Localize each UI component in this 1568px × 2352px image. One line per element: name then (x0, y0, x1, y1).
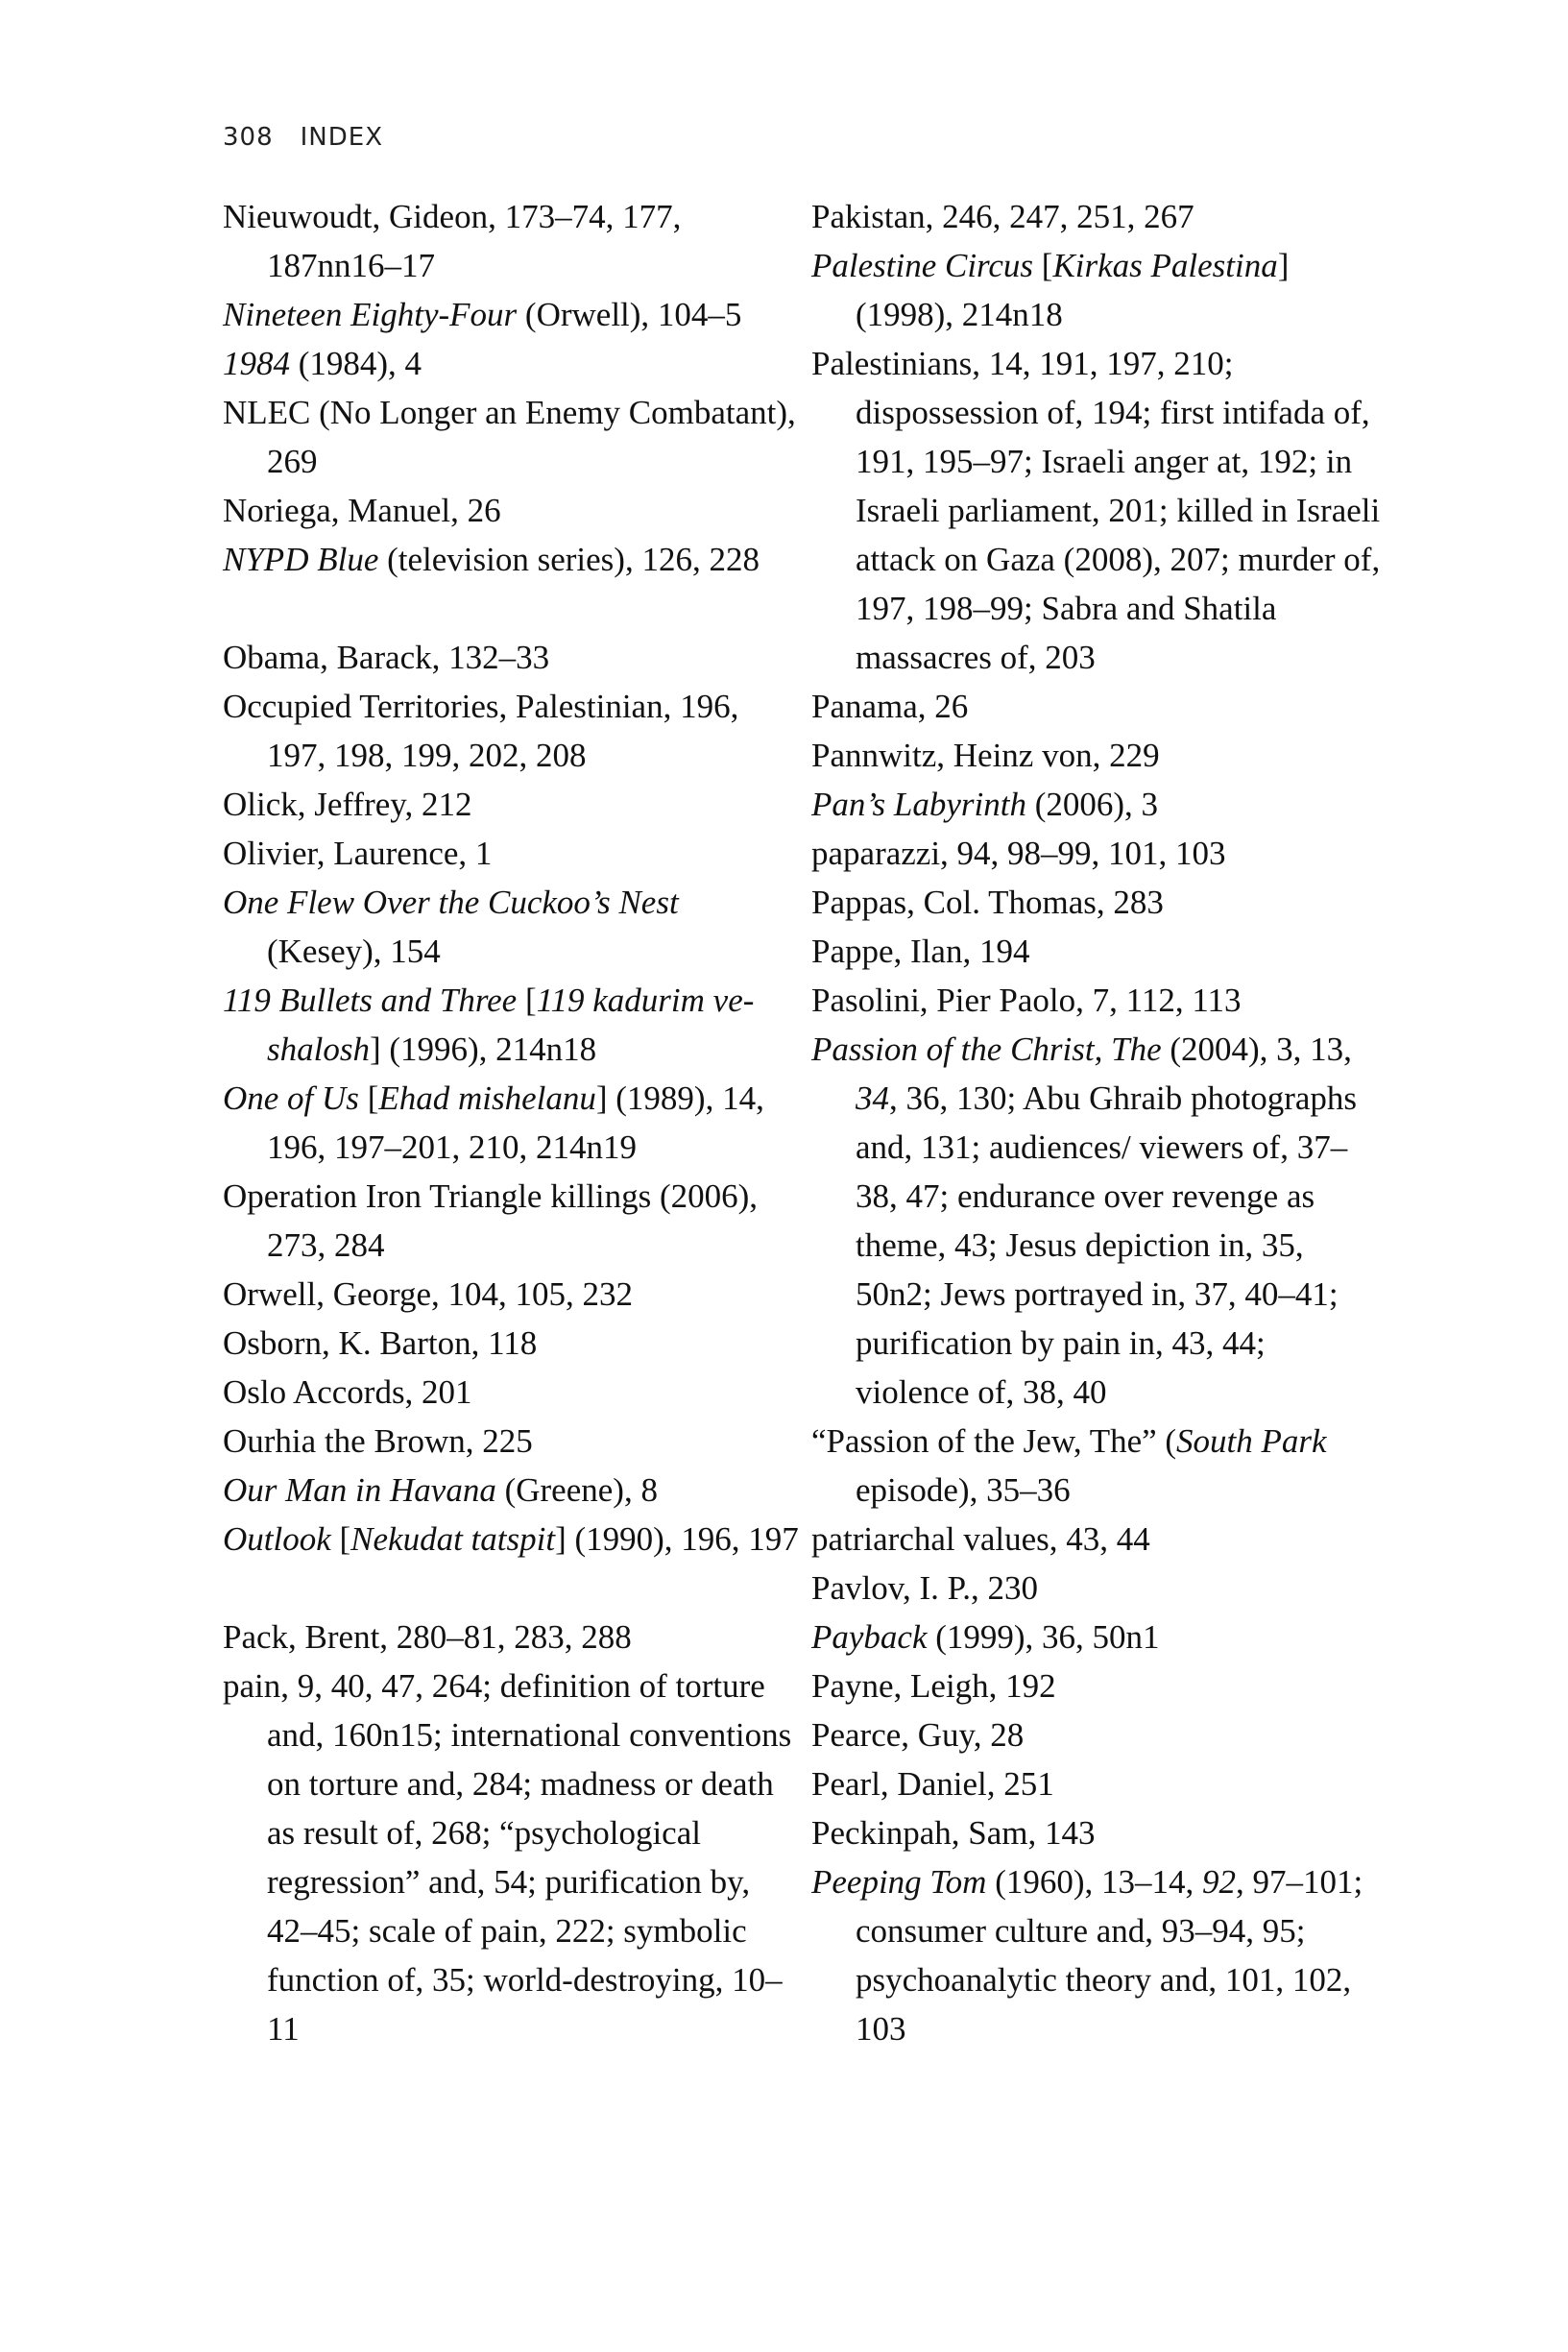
italic-title: One of Us (223, 1079, 359, 1117)
italic-title: Our Man in Havana (223, 1471, 496, 1509)
index-entry (223, 1417, 799, 1466)
entry-text: Obama, Barack, 132–33 (223, 639, 550, 676)
italic-title: NYPD Blue (223, 541, 379, 578)
entry-text: [ (358, 1079, 379, 1117)
entry-text: Payne, Leigh, 192 (811, 1667, 1056, 1705)
entry-text: Osborn, K. Barton, 118 (223, 1324, 538, 1362)
index-entry (223, 339, 799, 388)
italic-title: 1984 (223, 345, 290, 382)
entry-text: pain, 9, 40, 47, 264; definition of torture and, 160n15; international conventions on torture and, 284; madness or death as result of, 268; “psychological regression” and, 54; purification by, 42–45; scale of pain, 222; symbolic function of, 35; world-destroying, 10–11 (223, 1667, 792, 2048)
index-column-left (223, 192, 799, 2053)
italic-title: 34 (856, 1079, 889, 1117)
index-entry (811, 192, 1387, 241)
entry-text: Olick, Jeffrey, 212 (223, 786, 472, 823)
entry-text: ] (1990), 196, 197 (555, 1520, 799, 1558)
entry-text: [ (330, 1520, 351, 1558)
index-entry (223, 1074, 799, 1172)
entry-text: Pack, Brent, 280–81, 283, 288 (223, 1618, 632, 1656)
entry-text: Oslo Accords, 201 (223, 1373, 472, 1411)
index-entry (811, 1417, 1387, 1515)
entry-text: (1999), 36, 50n1 (927, 1618, 1160, 1656)
entry-text: (2006), 3 (1025, 786, 1159, 823)
entry-text: Occupied Territories, Palestinian, 196, 197, 198, 199, 202, 208 (223, 688, 739, 774)
running-head (223, 123, 383, 152)
index-entry (811, 1661, 1387, 1710)
index-entry (223, 1515, 799, 1564)
entry-text: (1984), 4 (290, 345, 422, 382)
entry-text: Panama, 26 (811, 688, 969, 725)
italic-title: Payback (811, 1618, 928, 1656)
italic-title: South Park (1176, 1422, 1327, 1460)
index-entry (811, 1710, 1387, 1759)
index-entry (811, 1564, 1387, 1612)
index-entry (811, 780, 1387, 829)
entry-text: Pearce, Guy, 28 (811, 1716, 1025, 1754)
italic-title: Palestine Circus (811, 247, 1034, 284)
entry-text: Pavlov, I. P., 230 (811, 1569, 1038, 1607)
entry-text: Pearl, Daniel, 251 (811, 1765, 1054, 1803)
index-entry (223, 829, 799, 878)
entry-text: Pappas, Col. Thomas, 283 (811, 884, 1164, 921)
index-entry (223, 1172, 799, 1270)
index-entry (223, 1368, 799, 1417)
index-entry (223, 1466, 799, 1515)
index-entry (223, 388, 799, 486)
index-entry (811, 927, 1387, 976)
index-entry (811, 1515, 1387, 1564)
index-entry (811, 1857, 1387, 2053)
entry-text: ] (1996), 214n18 (369, 1031, 597, 1068)
italic-title: Peeping Tom (811, 1863, 987, 1901)
index-entry (811, 241, 1387, 339)
index-entry (223, 976, 799, 1074)
index-entry (811, 1025, 1387, 1417)
entry-text: , 36, 130; Abu Ghraib photographs and, 131; audiences/ viewers of, 37–38, 47; endurance over revenge as theme, 43; Jesus depiction in, 35, 50n2; Jews portrayed in, 37, 40–41; purification by pain in, 43, 44; violence of, 38, 40 (856, 1079, 1358, 1411)
index-entry (811, 1759, 1387, 1808)
italic-title: Nineteen Eighty-Four (223, 296, 518, 333)
entry-text: episode), 35–36 (856, 1471, 1071, 1509)
italic-title: Outlook (223, 1520, 331, 1558)
entry-text: “Passion of the Jew, The” ( (811, 1422, 1177, 1460)
index-entry (811, 682, 1387, 731)
index-entry (811, 976, 1387, 1025)
entry-text: Operation Iron Triangle killings (2006), 273, 284 (223, 1177, 759, 1264)
index-entry (223, 1661, 799, 2053)
entry-text: ] (1989), 14, 196, 197–201, 210, 214n19 (267, 1079, 764, 1166)
entry-text: paparazzi, 94, 98–99, 101, 103 (811, 835, 1226, 872)
index-entry (811, 1612, 1387, 1661)
index-entry (223, 1270, 799, 1319)
page-number: 308 (223, 123, 274, 152)
entry-text: Orwell, George, 104, 105, 232 (223, 1275, 634, 1313)
index-entry (223, 633, 799, 682)
entry-text: patriarchal values, 43, 44 (811, 1520, 1150, 1558)
entry-text: Ourhia the Brown, 225 (223, 1422, 533, 1460)
entry-text: (1960), 13–14, (986, 1863, 1203, 1901)
section-title: INDEX (300, 123, 384, 152)
italic-title: Pan’s Labyrinth (811, 786, 1026, 823)
entry-text: [ (517, 982, 537, 1019)
entry-text: Pannwitz, Heinz von, 229 (811, 737, 1160, 774)
entry-text: Peckinpah, Sam, 143 (811, 1814, 1096, 1852)
index-entry (811, 878, 1387, 927)
entry-text: , 97–101; consumer culture and, 93–94, 95; psychoanalytic theory and, 101, 102, 103 (856, 1863, 1363, 2048)
italic-title: One Flew Over the Cuckoo’s Nest (223, 884, 679, 921)
italic-title: Kirkas Palestina (1052, 247, 1278, 284)
entry-text: Nieuwoudt, Gideon, 173–74, 177, 187nn16–17 (223, 198, 682, 284)
entry-text: (Greene), 8 (495, 1471, 658, 1509)
index-entry (223, 486, 799, 535)
index-column-right (811, 192, 1387, 2053)
italic-title: Ehad mishelanu (378, 1079, 596, 1117)
italic-title: 119 kadurim ve-shalosh (267, 982, 755, 1068)
entry-text: (Kesey), 154 (267, 933, 441, 970)
italic-title: Passion of the Christ, The (811, 1031, 1162, 1068)
index-entry (811, 1808, 1387, 1857)
italic-title: Nekudat tatspit (350, 1520, 556, 1558)
index-entry (223, 192, 799, 290)
index-entry (223, 1319, 799, 1368)
index-entry (223, 682, 799, 780)
entry-text: Olivier, Laurence, 1 (223, 835, 493, 872)
index-entry (223, 1612, 799, 1661)
index-entry (223, 535, 799, 584)
index-entry (223, 878, 799, 976)
index-entry (811, 731, 1387, 780)
index-entry (811, 829, 1387, 878)
entry-text: Pakistan, 246, 247, 251, 267 (811, 198, 1194, 235)
entry-text: (television series), 126, 228 (378, 541, 760, 578)
entry-text: (Orwell), 104–5 (517, 296, 742, 333)
entry-text: Pasolini, Pier Paolo, 7, 112, 113 (811, 982, 1242, 1019)
italic-title: 92 (1202, 1863, 1237, 1901)
entry-text: [ (1033, 247, 1053, 284)
index-entry (223, 290, 799, 339)
entry-text: Noriega, Manuel, 26 (223, 492, 501, 529)
entry-text: ] (1998), 214n18 (856, 247, 1290, 333)
letter-group-gap (223, 1564, 799, 1612)
index-entry (223, 780, 799, 829)
entry-text: (2004), 3, 13, (1161, 1031, 1352, 1068)
italic-title: 119 Bullets and Three (223, 982, 518, 1019)
entry-text: Palestinians, 14, 191, 197, 210; dispossession of, 194; first intifada of, 191, 195–97; Israeli anger at, 192; in Israeli parliament, 201; killed in Israeli attack on Gaza (2008), 207; murder of, 197, 198–99; Sabra and Shatila massacres of, 203 (811, 345, 1381, 676)
entry-text: Pappe, Ilan, 194 (811, 933, 1030, 970)
index-entry (811, 339, 1387, 682)
entry-text: NLEC (No Longer an Enemy Combatant), 269 (223, 394, 796, 480)
letter-group-gap (223, 584, 799, 633)
